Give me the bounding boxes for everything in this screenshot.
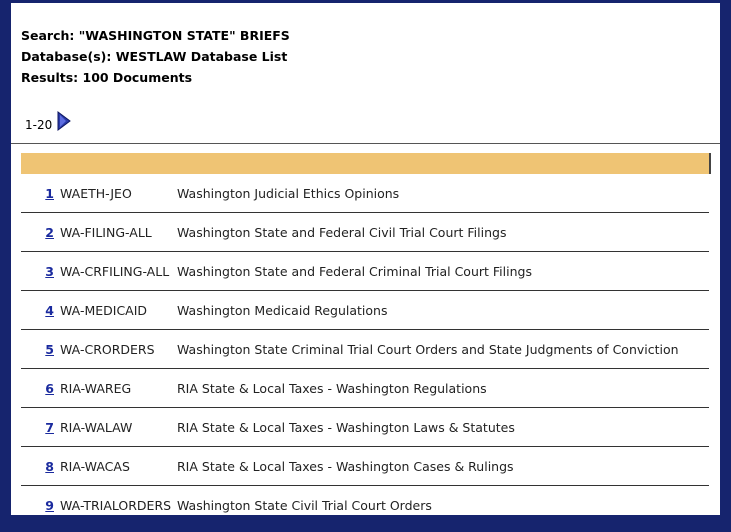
database-list: Database(s): WESTLAW Database List	[21, 49, 288, 64]
result-number-link[interactable]: 1	[45, 185, 54, 201]
result-number-link[interactable]: 2	[45, 224, 54, 240]
results-table-header	[21, 153, 711, 174]
result-row	[21, 408, 709, 447]
result-number-link[interactable]: 7	[45, 419, 54, 435]
results-panel	[11, 3, 720, 515]
page-range: 1-20	[25, 118, 53, 132]
database-code: WAETH-JEO	[60, 185, 132, 201]
database-description: RIA State & Local Taxes - Washington Regulations	[177, 380, 487, 396]
next-page-arrow-icon[interactable]	[56, 111, 72, 131]
database-code: WA-CRORDERS	[60, 341, 155, 357]
result-row	[21, 447, 709, 486]
database-description: Washington State Civil Trial Court Orders	[177, 497, 432, 513]
database-description: Washington Medicaid Regulations	[177, 302, 388, 318]
result-row	[21, 330, 709, 369]
pager	[25, 109, 72, 132]
database-code: RIA-WAREG	[60, 380, 132, 396]
search-query: Search: "WASHINGTON STATE" BRIEFS	[21, 28, 290, 43]
result-number-link[interactable]: 5	[45, 341, 54, 357]
result-number-link[interactable]: 8	[45, 458, 54, 474]
database-code: RIA-WACAS	[60, 458, 130, 474]
result-row	[21, 174, 709, 213]
result-number-link[interactable]: 9	[45, 497, 54, 513]
divider	[11, 143, 720, 144]
database-description: Washington State Criminal Trial Court Orders and State Judgments of Conviction	[177, 341, 679, 357]
result-number-link[interactable]: 3	[45, 263, 54, 279]
database-code: WA-FILING-ALL	[60, 224, 152, 240]
result-number-link[interactable]: 4	[45, 302, 54, 318]
database-description: RIA State & Local Taxes - Washington Laws & Statutes	[177, 419, 515, 435]
result-row	[21, 252, 709, 291]
database-description: Washington Judicial Ethics Opinions	[177, 185, 400, 201]
database-description: Washington State and Federal Civil Trial Court Filings	[177, 224, 507, 240]
database-code: RIA-WALAW	[60, 419, 133, 435]
results-count: Results: 100 Documents	[21, 70, 193, 85]
result-row	[21, 291, 709, 330]
database-code: WA-MEDICAID	[60, 302, 148, 318]
result-number-link[interactable]: 6	[45, 380, 54, 396]
database-description: Washington State and Federal Criminal Trial Court Filings	[177, 263, 532, 279]
result-row	[21, 486, 709, 515]
database-description: RIA State & Local Taxes - Washington Cases & Rulings	[177, 458, 514, 474]
database-code: WA-TRIALORDERS	[60, 497, 172, 513]
search-summary	[21, 25, 290, 88]
result-row	[21, 213, 709, 252]
database-code: WA-CRFILING-ALL	[60, 263, 170, 279]
result-row	[21, 369, 709, 408]
results-list	[21, 174, 709, 515]
